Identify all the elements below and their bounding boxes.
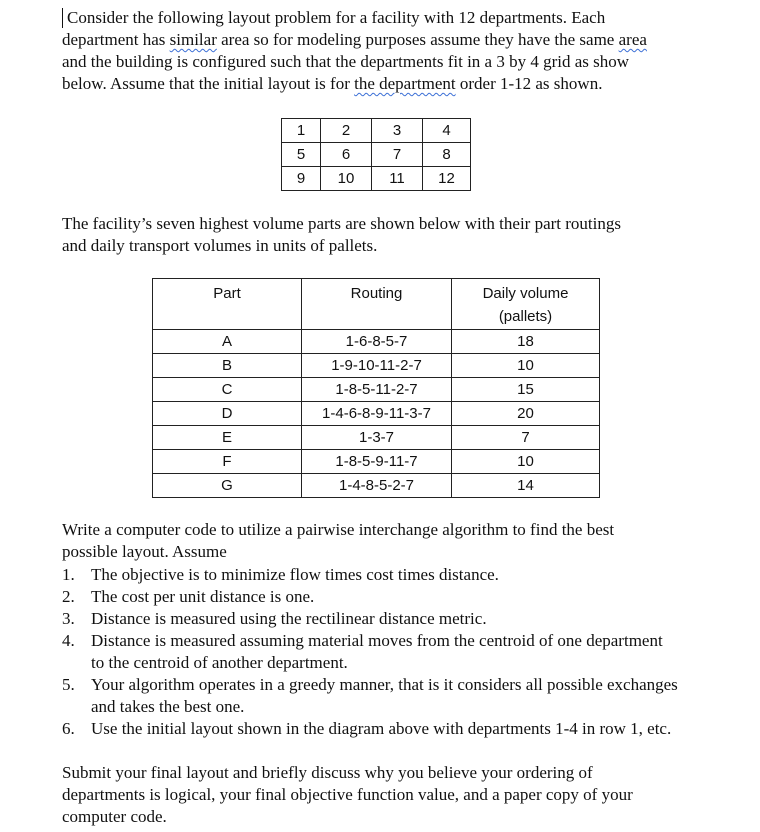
grid-cell: 8 <box>423 143 471 167</box>
cell-part: C <box>153 378 302 402</box>
cell-volume: 14 <box>452 474 600 498</box>
table-row <box>153 426 600 450</box>
grid-cell: 3 <box>372 119 423 143</box>
list-item <box>62 674 706 718</box>
list-number: 3. <box>62 609 75 628</box>
list-number: 2. <box>62 587 75 606</box>
list-item <box>62 586 752 608</box>
list-number: 5. <box>62 675 75 694</box>
intro-line-4c: order 1-12 as shown. <box>455 74 603 93</box>
submit-line-1: Submit your final layout and briefly discuss why you believe your ordering of <box>62 763 593 782</box>
cell-routing: 1-8-5-11-2-7 <box>302 378 452 402</box>
parts-intro-paragraph <box>62 213 742 257</box>
table-row <box>153 474 600 498</box>
cell-routing: 1-6-8-5-7 <box>302 330 452 354</box>
list-text: Use the initial layout shown in the diagram above with departments 1-4 in row 1, etc. <box>91 719 672 738</box>
intro-line-4a: below. Assume that the initial layout is for <box>62 74 355 93</box>
cell-routing: 1-4-8-5-2-7 <box>302 474 452 498</box>
header-part: Part <box>153 279 302 330</box>
cell-part: F <box>153 450 302 474</box>
routing-table-header <box>153 279 600 330</box>
header-routing: Routing <box>302 279 452 330</box>
routing-table <box>152 278 600 498</box>
intro-line-2a: department has <box>62 30 170 49</box>
list-item <box>62 718 752 740</box>
cell-volume: 10 <box>452 354 600 378</box>
task-paragraph <box>62 519 742 563</box>
parts-intro-line-1: The facility’s seven highest volume parts are shown below with their part routings <box>62 214 621 233</box>
intro-line-1: Consider the following layout problem for a facility with 12 departments. Each <box>67 8 606 27</box>
cell-part: B <box>153 354 302 378</box>
cell-routing: 1-9-10-11-2-7 <box>302 354 452 378</box>
grid-cell: 10 <box>321 167 372 191</box>
task-line-2: possible layout. Assume <box>62 542 227 561</box>
grid-cell: 1 <box>282 119 321 143</box>
cell-part: G <box>153 474 302 498</box>
cell-volume: 10 <box>452 450 600 474</box>
task-line-1: Write a computer code to utilize a pairwise interchange algorithm to find the best <box>62 520 615 539</box>
list-text: The objective is to minimize flow times cost times distance. <box>91 565 499 584</box>
grid-cell: 9 <box>282 167 321 191</box>
grid-cell: 12 <box>423 167 471 191</box>
submit-paragraph <box>62 762 742 828</box>
layout-grid-table <box>281 118 471 191</box>
cell-routing: 1-3-7 <box>302 426 452 450</box>
list-text: Distance is measured assuming material moves from the centroid of one department to the centroid of another department. <box>91 631 663 672</box>
text-cursor <box>62 8 63 28</box>
grid-cell: 5 <box>282 143 321 167</box>
cell-volume: 20 <box>452 402 600 426</box>
list-number: 6. <box>62 719 75 738</box>
cell-volume: 15 <box>452 378 600 402</box>
header-daily-volume <box>452 279 600 330</box>
table-row <box>153 402 600 426</box>
cell-volume: 7 <box>452 426 600 450</box>
header-volume-line-2: (pallets) <box>498 308 553 325</box>
grid-cell: 4 <box>423 119 471 143</box>
table-row <box>153 354 600 378</box>
submit-line-3: computer code. <box>62 807 167 826</box>
grid-cell: 2 <box>321 119 372 143</box>
parts-intro-line-2: and daily transport volumes in units of pallets. <box>62 236 378 255</box>
spellcheck-word-similar: similar <box>169 30 217 49</box>
cell-routing: 1-8-5-9-11-7 <box>302 450 452 474</box>
table-row <box>153 450 600 474</box>
intro-paragraph <box>67 7 747 29</box>
list-text: The cost per unit distance is one. <box>91 587 315 606</box>
cell-part: D <box>153 402 302 426</box>
intro-paragraph-cont <box>62 29 742 95</box>
list-text: Distance is measured using the rectilinear distance metric. <box>91 609 487 628</box>
list-number: 4. <box>62 631 75 650</box>
cell-volume: 18 <box>452 330 600 354</box>
cell-part: A <box>153 330 302 354</box>
grid-cell: 7 <box>372 143 423 167</box>
spellcheck-word-area: area <box>618 30 647 49</box>
grid-cell: 6 <box>321 143 372 167</box>
list-item <box>62 630 676 674</box>
grid-cell: 11 <box>372 167 423 191</box>
table-row <box>153 330 600 354</box>
intro-line-3: and the building is configured such that the departments fit in a 3 by 4 grid as show <box>62 52 630 71</box>
header-volume-line-1: Daily volume <box>482 285 569 302</box>
list-item <box>62 608 752 630</box>
list-number: 1. <box>62 565 75 584</box>
cell-part: E <box>153 426 302 450</box>
cell-routing: 1-4-6-8-9-11-3-7 <box>302 402 452 426</box>
table-row <box>153 378 600 402</box>
submit-line-2: departments is logical, your final objective function value, and a paper copy of your <box>62 785 633 804</box>
assumptions-list <box>62 564 752 740</box>
spellcheck-phrase-the-department: the department <box>354 74 456 93</box>
list-item <box>62 564 752 586</box>
list-text: Your algorithm operates in a greedy manner, that is it considers all possible exchanges and takes the best one. <box>91 675 678 716</box>
intro-line-2c: area so for modeling purposes assume they have the same <box>216 30 619 49</box>
